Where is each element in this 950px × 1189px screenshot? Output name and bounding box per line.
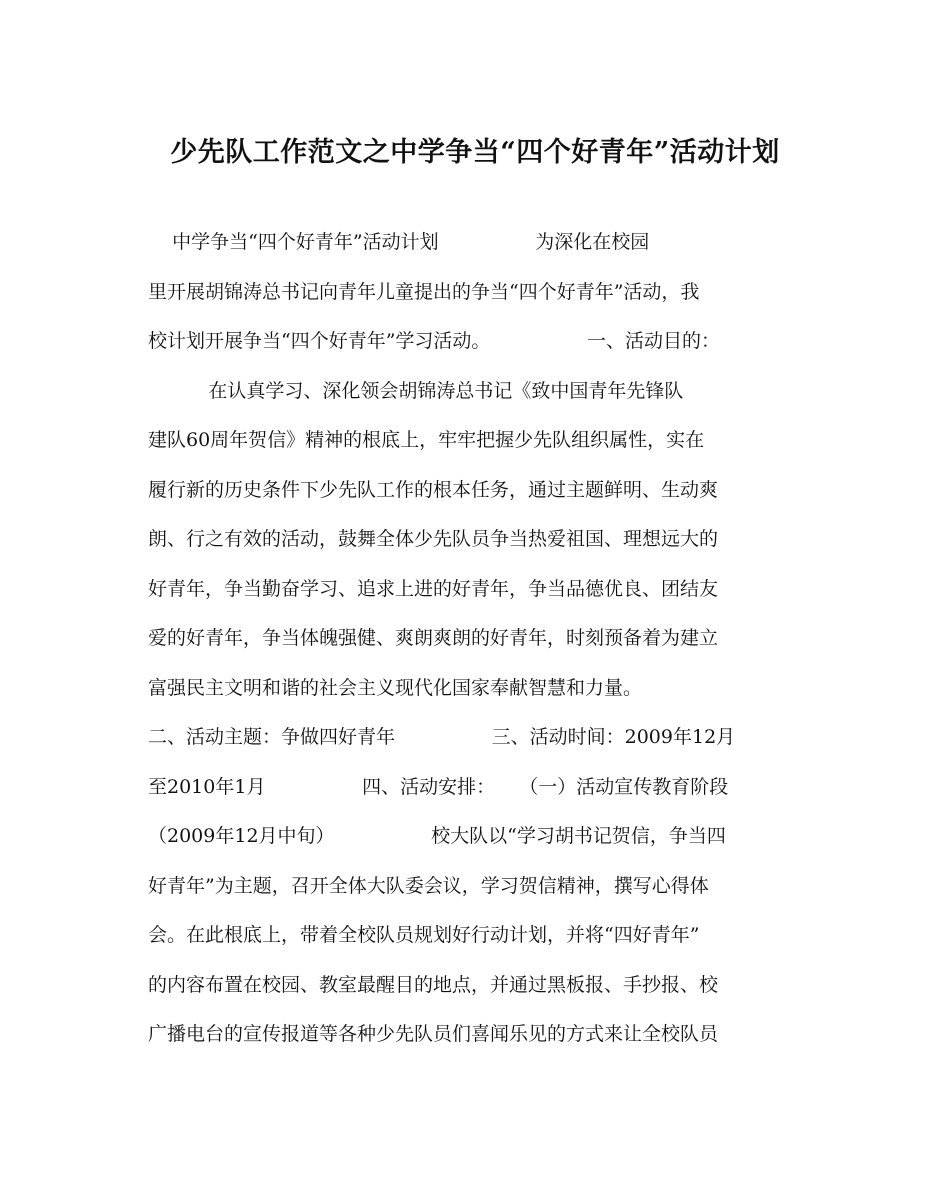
- body-line: 的内容布置在校园、教室最醒目的地点，并通过黑板报、手抄报、校: [148, 973, 719, 996]
- document-body: [148, 218, 808, 1060]
- body-line: （2009年12月中旬） 校大队以“学习胡书记贺信，争当四: [148, 825, 726, 847]
- body-line: 爱的好青年，争当体魄强健、爽朗爽朗的好青年，时刻预备着为建立: [148, 627, 719, 649]
- body-line: 中学争当“四个好青年”活动计划 为深化在校园: [148, 231, 650, 253]
- body-line: 富强民主文明和谐的社会主义现代化国家奉献智慧和力量。: [148, 676, 643, 699]
- document-title: 少先队工作范文之中学争当“四个好青年”活动计划: [170, 137, 780, 168]
- body-line: 二、活动主题：争做四好青年 三、活动时间：2009年12月: [148, 726, 736, 748]
- body-line: 履行新的历史条件下少先队工作的根本任务，通过主题鲜明、生动爽: [148, 478, 719, 501]
- body-line: 好青年”为主题，召开全体大队委会议，学习贺信精神，撰写心得体: [148, 874, 709, 897]
- body-line: 会。在此根底上，带着全校队员规划好行动计划，并将“四好青年”: [148, 924, 700, 946]
- body-line: 至2010年1月 四、活动安排： （一）活动宣传教育阶段: [148, 775, 729, 798]
- body-line: 校计划开展争当“四个好青年”学习活动。 一、活动目的：: [148, 330, 721, 352]
- body-line: 好青年，争当勤奋学习、追求上进的好青年，争当品德优良、团结友: [148, 577, 719, 600]
- body-line: 里开展胡锦涛总书记向青年儿童提出的争当“四个好青年”活动，我: [148, 280, 700, 303]
- body-line: 广播电台的宣传报道等各种少先队员们喜闻乐见的方式来让全校队员: [148, 1023, 719, 1045]
- body-line: 在认真学习、深化领会胡锦涛总书记《致中国青年先锋队: [148, 379, 684, 402]
- body-line: 建队60周年贺信》精神的根底上，牢牢把握少先队组织属性，实在: [148, 429, 705, 451]
- body-line: 朗、行之有效的活动，鼓舞全体少先队员争当热爱祖国、理想远大的: [148, 528, 719, 550]
